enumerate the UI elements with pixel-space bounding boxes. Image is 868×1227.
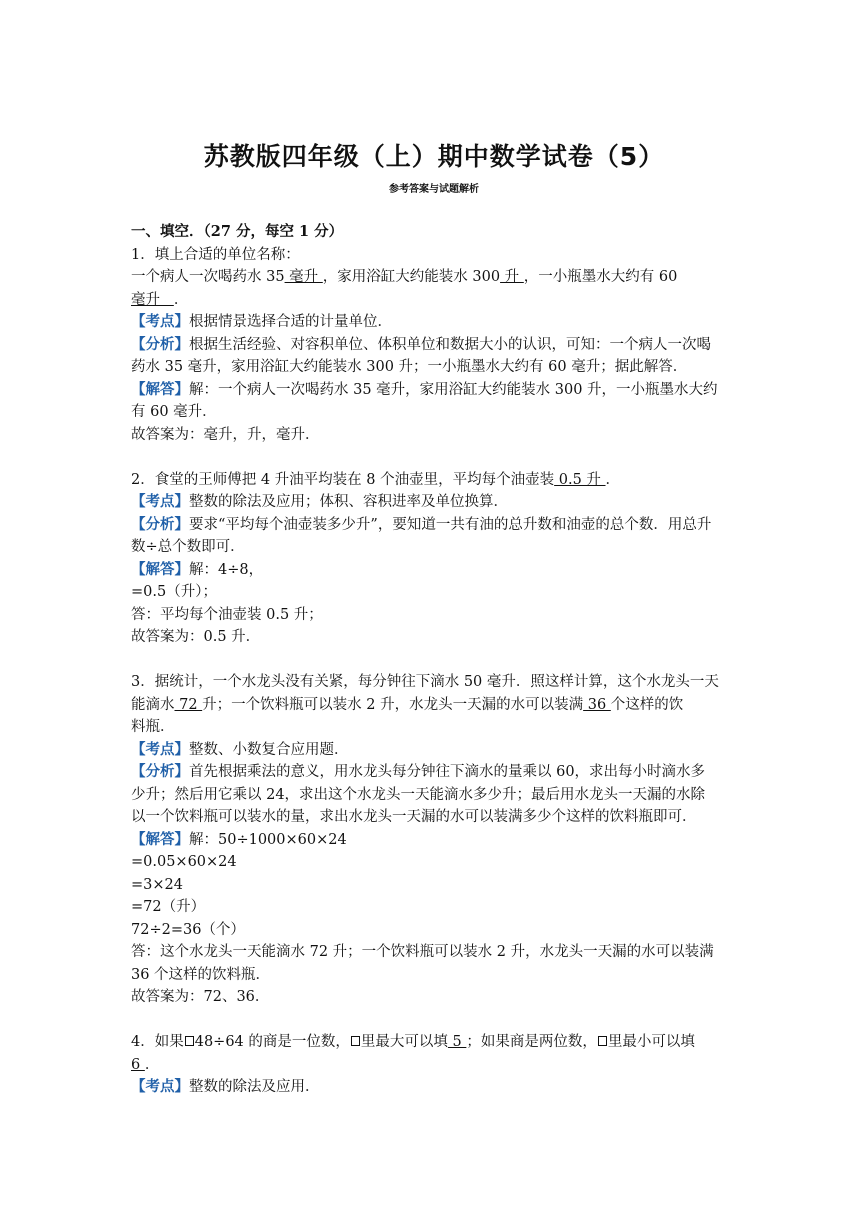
q1-jieda bbox=[131, 379, 743, 402]
document-body bbox=[131, 221, 743, 1099]
q3-jieda-6: 答：这个水龙头一天能滴水 72 升；一个饮料瓶可以装水 2 升，水龙头一天漏的水可以装满 bbox=[131, 944, 714, 960]
q3-jieda-4: =72（升） bbox=[131, 899, 206, 915]
fenxi-tag: 【分析】 bbox=[131, 763, 189, 780]
q3-fenxi-3: 以一个饮料瓶可以装水的量，求出水龙头一天漏的水可以装满多少个这样的饮料瓶即可． bbox=[131, 809, 697, 825]
q4-text-a: 4．如果 bbox=[131, 1034, 184, 1050]
q2-jieda bbox=[131, 559, 743, 582]
box-placeholder-icon bbox=[185, 1036, 194, 1046]
q1-fenxi-cont: 药水 35 毫升，家用浴缸大约能装水 300 升；一小瓶墨水大约有 60 毫升；据此解答． bbox=[131, 359, 688, 375]
q3-text-b: 升；一个饮料瓶可以装水 2 升，水龙头一天漏的水可以装满 bbox=[202, 696, 584, 713]
q3-text-c: 个这样的饮 bbox=[610, 696, 684, 713]
q3-jieda-7: 36 个这样的饮料瓶． bbox=[131, 966, 271, 983]
q3-stem: 3．据统计，一个水龙头没有关紧，每分钟往下滴水 50 毫升．照这样计算，这个水龙头一天 bbox=[131, 674, 719, 690]
q3-jieda-5: 72÷2=36（个） bbox=[131, 921, 245, 938]
q2-kaodian-text: 整数的除法及应用；体积、容积进率及单位换算． bbox=[189, 494, 508, 510]
q4-text-c: 里最大可以填 bbox=[360, 1034, 448, 1050]
q1-jieda-cont: 有 60 毫升． bbox=[131, 404, 217, 420]
jieda-tag: 【解答】 bbox=[131, 830, 189, 848]
q2-jieda-2: =0.5（升）； bbox=[131, 584, 217, 600]
q1-stem: 1．填上合适的单位名称： bbox=[131, 246, 300, 263]
kaodian-tag: 【考点】 bbox=[131, 313, 189, 330]
q4-text-b: 48÷64 的商是一位数， bbox=[194, 1034, 350, 1050]
q2-jieda-text: 解：4÷8， bbox=[189, 561, 264, 578]
q1-line3 bbox=[131, 289, 743, 312]
kaodian-tag: 【考点】 bbox=[131, 1078, 189, 1095]
jieda-tag: 【解答】 bbox=[131, 380, 189, 398]
q3-answer: 故答案为：72、36． bbox=[131, 989, 270, 1005]
q1-text-a: 一个病人一次喝药水 35 bbox=[131, 269, 285, 285]
q1-blank-1: 毫升 bbox=[284, 269, 323, 285]
jieda-tag: 【解答】 bbox=[131, 560, 189, 578]
q3-blank-2: 36 bbox=[583, 696, 611, 713]
q1-kaodian-text: 根据情景选择合适的计量单位． bbox=[189, 314, 392, 330]
q3-text-a: 能滴水 bbox=[131, 696, 175, 713]
q1-text-d: ． bbox=[173, 291, 189, 308]
q1-kaodian bbox=[131, 311, 743, 334]
q3-jieda-3: =3×24 bbox=[131, 876, 183, 893]
fenxi-tag: 【分析】 bbox=[131, 515, 189, 533]
page-subtitle: 参考答案与试题解析 bbox=[389, 184, 479, 195]
q2-text-a: 2．食堂的王师傅把 4 升油平均装在 8 个油壶里，平均每个油壶装 bbox=[131, 471, 555, 488]
q1-text-c: ，一小瓶墨水大约有 60 bbox=[523, 269, 678, 285]
kaodian-tag: 【考点】 bbox=[131, 493, 189, 510]
q3-kaodian bbox=[131, 739, 743, 762]
q4-text-e: 里最小可以填 bbox=[607, 1034, 695, 1050]
q2-fenxi bbox=[131, 514, 743, 537]
q3-fenxi-text: 首先根据乘法的意义，用水龙头每分钟往下滴水的量乘以 60，求出每小时滴水多 bbox=[189, 764, 706, 780]
q1-jieda-text: 解：一个病人一次喝药水 35 毫升，家用浴缸大约能装水 300 升，一小瓶墨水大约 bbox=[189, 381, 718, 398]
q1-blank-2: 升 bbox=[500, 269, 524, 285]
q3-line3: 料瓶． bbox=[131, 719, 175, 735]
q3-jieda-text: 解：50÷1000×60×24 bbox=[189, 831, 347, 848]
box-placeholder-icon bbox=[351, 1036, 360, 1046]
q4-text-d: ；如果商是两位数， bbox=[466, 1034, 597, 1050]
q1-fenxi-text: 根据生活经验、对容积单位、体积单位和数据大小的认识，可知：一个病人一次喝 bbox=[189, 336, 711, 353]
q3-jieda bbox=[131, 829, 743, 852]
q2-kaodian bbox=[131, 491, 743, 514]
q1-answer: 故答案为：毫升，升，毫升． bbox=[131, 426, 320, 443]
q4-kaodian bbox=[131, 1076, 743, 1099]
q1-text-b: ，家用浴缸大约能装水 300 bbox=[322, 269, 501, 285]
box-placeholder-icon bbox=[598, 1036, 607, 1046]
q1-blank-3: 毫升 bbox=[131, 291, 160, 308]
q4-blank-2: 6 bbox=[131, 1056, 145, 1073]
q4-blank-1: 5 bbox=[447, 1034, 467, 1050]
q2-blank-1: 0.5 升 bbox=[554, 471, 606, 488]
q4-text-f: ． bbox=[144, 1056, 160, 1073]
q2-answer: 故答案为：0.5 升． bbox=[131, 629, 261, 645]
kaodian-tag: 【考点】 bbox=[131, 740, 189, 758]
q3-kaodian-text: 整数、小数复合应用题． bbox=[189, 741, 349, 758]
q4-kaodian-text: 整数的除法及应用． bbox=[189, 1079, 320, 1095]
q2-stem bbox=[131, 469, 743, 492]
q2-text-c: ． bbox=[605, 471, 621, 488]
q3-fenxi-2: 少升；然后用它乘以 24，求出这个水龙头一天能滴水多少升；最后用水龙头一天漏的水除 bbox=[131, 786, 706, 803]
q4-stem bbox=[131, 1031, 743, 1054]
fenxi-tag: 【分析】 bbox=[131, 335, 189, 353]
q3-jieda-2: =0.05×60×24 bbox=[131, 854, 237, 870]
q1-fenxi bbox=[131, 334, 743, 357]
q3-fenxi bbox=[131, 761, 743, 784]
q2-fenxi-text: 要求“平均每个油壶装多少升”，要知道一共有油的总升数和油壶的总个数．用总升 bbox=[189, 516, 712, 533]
q4-line2 bbox=[131, 1054, 743, 1077]
q2-jieda-3: 答：平均每个油壶装 0.5 升； bbox=[131, 606, 323, 623]
q1-line2 bbox=[131, 266, 743, 289]
section-heading: 一、填空．（27 分，每空 1 分） bbox=[131, 223, 344, 240]
q3-blank-1: 72 bbox=[174, 696, 203, 713]
q3-line2 bbox=[131, 694, 743, 717]
q2-fenxi-cont: 数÷总个数即可． bbox=[131, 539, 245, 555]
page-title: 苏教版四年级（上）期中数学试卷（5） bbox=[203, 142, 665, 171]
